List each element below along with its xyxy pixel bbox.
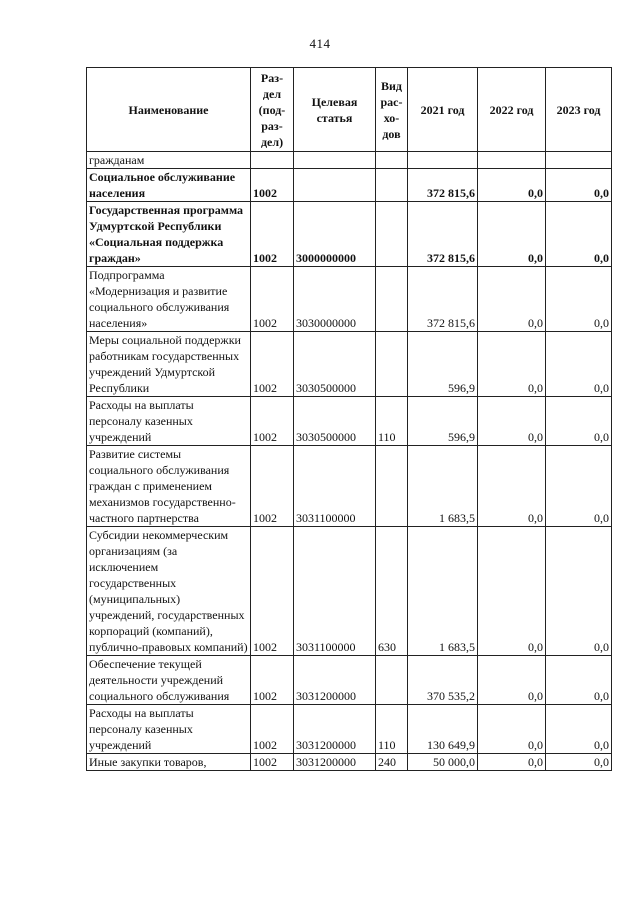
cell-expense-type bbox=[376, 267, 408, 332]
cell-expense-type: 110 bbox=[376, 705, 408, 754]
table-header-row bbox=[87, 68, 612, 152]
cell-name: Государственная программа Удмуртской Республики «Социальная поддержка граждан» bbox=[87, 202, 251, 267]
cell-name: Подпрограмма «Модернизация и развитие социального обслуживания населения» bbox=[87, 267, 251, 332]
cell-name: гражданам bbox=[87, 152, 251, 169]
cell-2021: 370 535,2 bbox=[408, 656, 478, 705]
budget-table bbox=[86, 67, 612, 771]
cell-2021: 130 649,9 bbox=[408, 705, 478, 754]
cell-expense-type bbox=[376, 202, 408, 267]
cell-2022: 0,0 bbox=[478, 397, 546, 446]
cell-2021: 596,9 bbox=[408, 397, 478, 446]
header-2022: 2022 год bbox=[478, 68, 546, 152]
cell-2023: 0,0 bbox=[546, 332, 612, 397]
cell-2023: 0,0 bbox=[546, 527, 612, 656]
cell-2021: 372 815,6 bbox=[408, 169, 478, 202]
cell-target: 3031200000 bbox=[294, 705, 376, 754]
table-row bbox=[87, 169, 612, 202]
table-row bbox=[87, 446, 612, 527]
cell-2021: 372 815,6 bbox=[408, 202, 478, 267]
cell-expense-type bbox=[376, 446, 408, 527]
cell-2023: 0,0 bbox=[546, 169, 612, 202]
cell-target: 3030500000 bbox=[294, 332, 376, 397]
header-2023: 2023 год bbox=[546, 68, 612, 152]
cell-section: 1002 bbox=[251, 267, 294, 332]
cell-2022: 0,0 bbox=[478, 754, 546, 771]
header-name: Наименование bbox=[87, 68, 251, 152]
cell-section: 1002 bbox=[251, 705, 294, 754]
cell-name: Иные закупки товаров, bbox=[87, 754, 251, 771]
cell-expense-type bbox=[376, 169, 408, 202]
cell-target bbox=[294, 152, 376, 169]
cell-section: 1002 bbox=[251, 656, 294, 705]
cell-target: 3030000000 bbox=[294, 267, 376, 332]
cell-2022: 0,0 bbox=[478, 705, 546, 754]
cell-name: Расходы на выплаты персоналу казенных учреждений bbox=[87, 705, 251, 754]
header-expense-type: Вид рас- хо- дов bbox=[376, 68, 408, 152]
cell-name: Обеспечение текущей деятельности учреждений социального обслуживания bbox=[87, 656, 251, 705]
page-number: 414 bbox=[309, 36, 331, 51]
table-row bbox=[87, 202, 612, 267]
header-target: Целевая статья bbox=[294, 68, 376, 152]
cell-section: 1002 bbox=[251, 332, 294, 397]
table-row bbox=[87, 656, 612, 705]
cell-expense-type: 110 bbox=[376, 397, 408, 446]
cell-expense-type bbox=[376, 656, 408, 705]
cell-expense-type bbox=[376, 152, 408, 169]
cell-target: 3031100000 bbox=[294, 527, 376, 656]
cell-expense-type: 630 bbox=[376, 527, 408, 656]
table-row bbox=[87, 397, 612, 446]
cell-2023 bbox=[546, 152, 612, 169]
cell-target: 3031200000 bbox=[294, 656, 376, 705]
cell-section: 1002 bbox=[251, 446, 294, 527]
cell-2022: 0,0 bbox=[478, 446, 546, 527]
cell-2023: 0,0 bbox=[546, 705, 612, 754]
table-row bbox=[87, 267, 612, 332]
cell-2021: 1 683,5 bbox=[408, 527, 478, 656]
cell-2021: 50 000,0 bbox=[408, 754, 478, 771]
cell-expense-type: 240 bbox=[376, 754, 408, 771]
cell-target bbox=[294, 169, 376, 202]
cell-2023: 0,0 bbox=[546, 397, 612, 446]
cell-2022: 0,0 bbox=[478, 267, 546, 332]
table-row bbox=[87, 332, 612, 397]
cell-2023: 0,0 bbox=[546, 446, 612, 527]
cell-2022: 0,0 bbox=[478, 656, 546, 705]
cell-2022: 0,0 bbox=[478, 202, 546, 267]
cell-2021 bbox=[408, 152, 478, 169]
cell-target: 3000000000 bbox=[294, 202, 376, 267]
cell-2022 bbox=[478, 152, 546, 169]
cell-section: 1002 bbox=[251, 202, 294, 267]
header-section: Раз- дел (под- раз- дел) bbox=[251, 68, 294, 152]
cell-target: 3030500000 bbox=[294, 397, 376, 446]
cell-name: Меры социальной поддержки работникам государственных учреждений Удмуртской Республики bbox=[87, 332, 251, 397]
cell-target: 3031200000 bbox=[294, 754, 376, 771]
cell-2021: 1 683,5 bbox=[408, 446, 478, 527]
table-row bbox=[87, 705, 612, 754]
table-row bbox=[87, 754, 612, 771]
cell-section: 1002 bbox=[251, 169, 294, 202]
cell-section: 1002 bbox=[251, 397, 294, 446]
cell-section: 1002 bbox=[251, 754, 294, 771]
cell-2023: 0,0 bbox=[546, 202, 612, 267]
cell-2022: 0,0 bbox=[478, 332, 546, 397]
cell-2021: 596,9 bbox=[408, 332, 478, 397]
cell-expense-type bbox=[376, 332, 408, 397]
cell-2023: 0,0 bbox=[546, 656, 612, 705]
cell-2021: 372 815,6 bbox=[408, 267, 478, 332]
cell-2022: 0,0 bbox=[478, 527, 546, 656]
cell-section: 1002 bbox=[251, 527, 294, 656]
cell-2022: 0,0 bbox=[478, 169, 546, 202]
cell-2023: 0,0 bbox=[546, 267, 612, 332]
cell-name: Социальное обслуживание населения bbox=[87, 169, 251, 202]
cell-section bbox=[251, 152, 294, 169]
table-row bbox=[87, 527, 612, 656]
header-2021: 2021 год bbox=[408, 68, 478, 152]
cell-name: Субсидии некоммерческим организациям (за исключением государственных (муниципальных) учреждений, государственных корпораций (компаний), публично-правовых компаний) bbox=[87, 527, 251, 656]
cell-name: Развитие системы социального обслуживания граждан с применением механизмов государственно-частного партнерства bbox=[87, 446, 251, 527]
cell-2023: 0,0 bbox=[546, 754, 612, 771]
cell-target: 3031100000 bbox=[294, 446, 376, 527]
cell-name: Расходы на выплаты персоналу казенных учреждений bbox=[87, 397, 251, 446]
table-row bbox=[87, 152, 612, 169]
